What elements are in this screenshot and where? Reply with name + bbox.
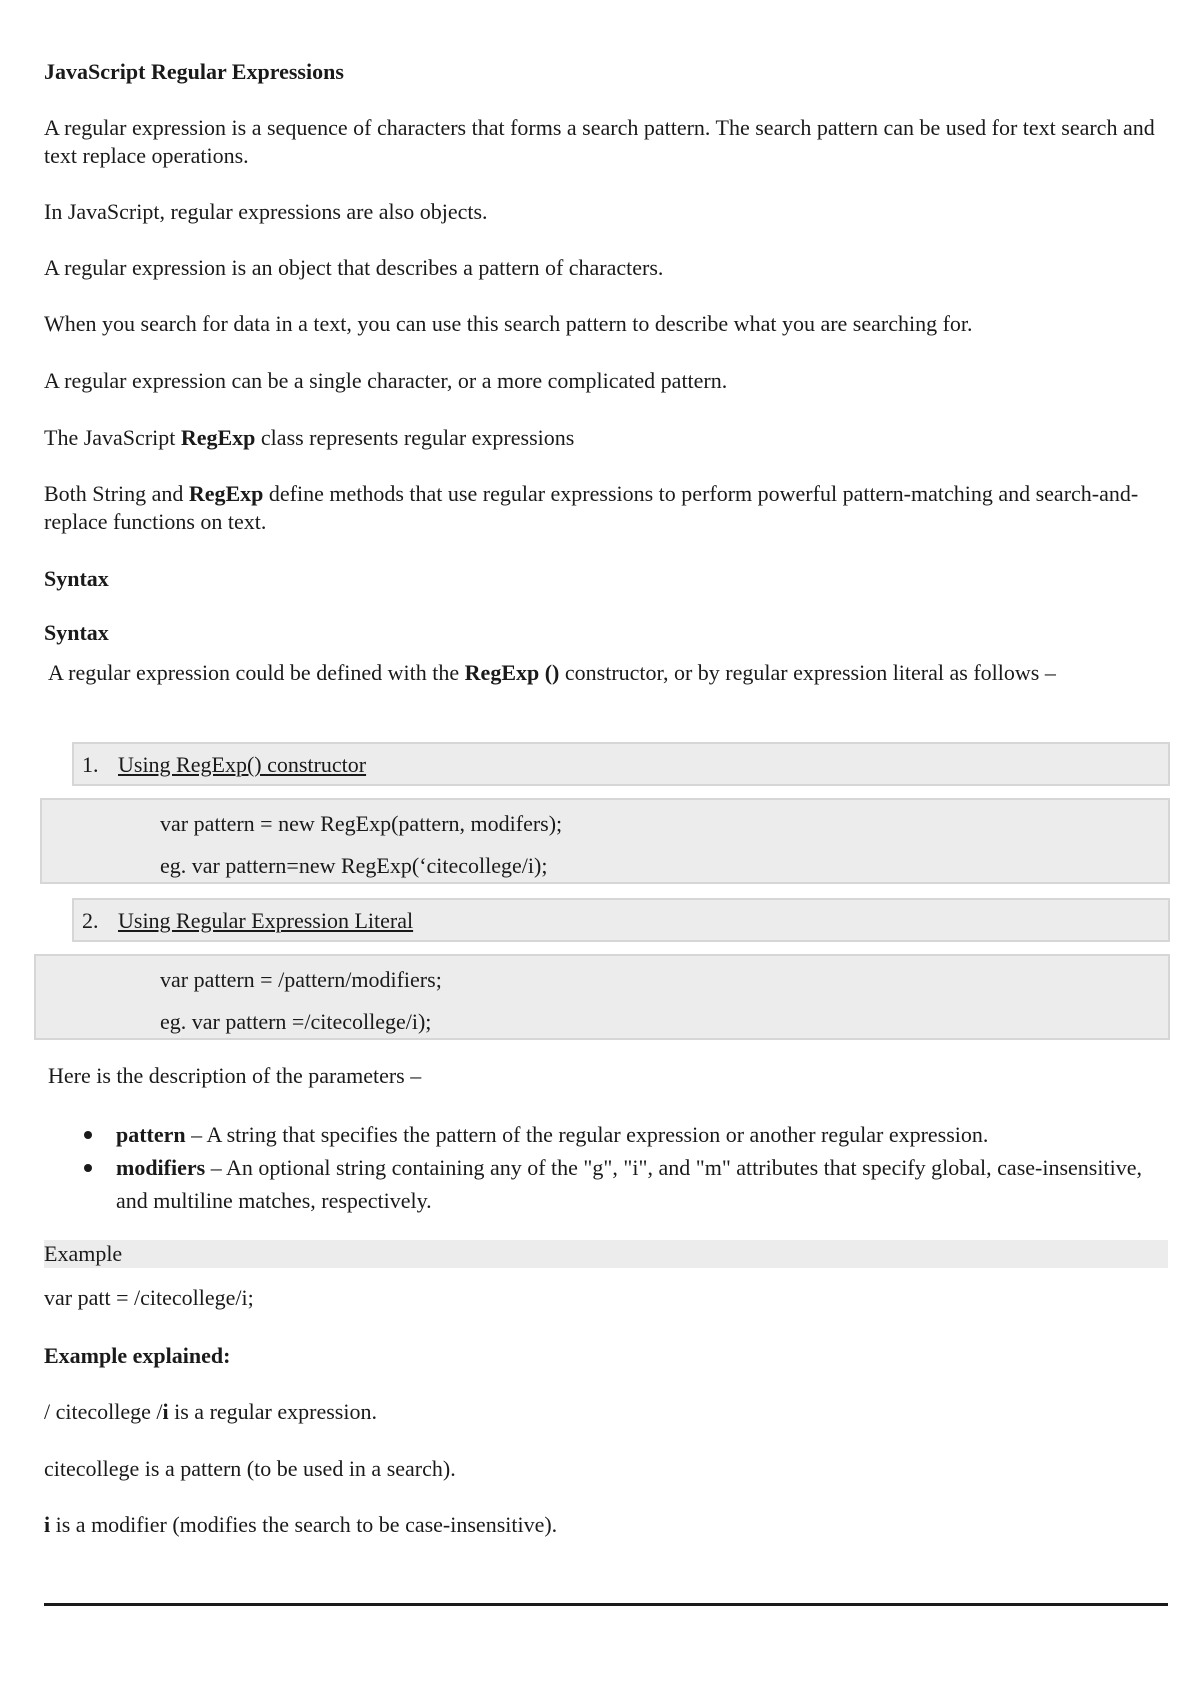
explanation-1-text: / citecollege /: [44, 1399, 163, 1424]
intro-p7-text-end: define methods that use regular expressions to perform powerful pattern-matching and search-and-replace functions on text.: [44, 481, 1139, 534]
bullet-icon: [84, 1131, 92, 1139]
params-intro: Here is the description of the parameters –: [48, 1063, 422, 1088]
intro-paragraph-3: A regular expression is an object that describes a pattern of characters.: [44, 255, 664, 280]
method-2-number: 2.: [82, 908, 99, 933]
intro-paragraph-7: [44, 480, 1174, 536]
method-2-label: Using Regular Expression Literal: [118, 908, 414, 933]
param-name: pattern: [116, 1122, 186, 1147]
method-2-header: [72, 898, 1170, 942]
regexp-term: RegExp: [188, 481, 264, 506]
syntax-desc-text: A regular expression could be defined with the: [48, 660, 465, 685]
params-list: [72, 1118, 1172, 1217]
param-name: modifiers: [116, 1155, 206, 1180]
method-1-header: [72, 742, 1170, 786]
modifier-term: i: [162, 1399, 169, 1424]
explanation-line-3: [44, 1511, 557, 1539]
method-1-code-block: [40, 798, 1170, 884]
syntax-heading: Syntax: [44, 566, 109, 591]
syntax-heading-repeat: Syntax: [44, 620, 109, 645]
param-desc: – An optional string containing any of the "g", "i", and "m" attributes that specify global, case-insensitive, and multiline matches, respectively.: [116, 1155, 1142, 1213]
intro-paragraph-6: [44, 424, 574, 452]
example-label-bar: [44, 1240, 1168, 1268]
example-explained-heading: Example explained:: [44, 1343, 231, 1368]
bullet-icon: [84, 1164, 92, 1172]
method-1-number: 1.: [82, 752, 99, 777]
explanation-1-text-end: is a regular expression.: [168, 1399, 377, 1424]
param-desc: – A string that specifies the pattern of the regular expression or another regular expression.: [185, 1122, 989, 1147]
intro-paragraph-5: A regular expression can be a single character, or a more complicated pattern.: [44, 368, 728, 393]
intro-paragraph-2: In JavaScript, regular expressions are also objects.: [44, 199, 488, 224]
regexp-term: RegExp: [180, 425, 256, 450]
intro-p6-text-end: class represents regular expressions: [255, 425, 575, 450]
footer-divider: [44, 1603, 1168, 1606]
regexp-constructor-term: RegExp (): [464, 660, 560, 685]
page-title: JavaScript Regular Expressions: [44, 59, 344, 84]
method-2-code-line-1: var pattern = /pattern/modifiers;: [160, 967, 442, 992]
example-label: Example: [44, 1241, 123, 1266]
example-code: var patt = /citecollege/i;: [44, 1285, 254, 1310]
method-1-code-line-1: var pattern = new RegExp(pattern, modifers);: [160, 811, 563, 836]
syntax-description: [48, 659, 1174, 687]
syntax-desc-text-end: constructor, or by regular expression literal as follows –: [559, 660, 1056, 685]
method-2-code-line-2: eg. var pattern =/citecollege/i);: [160, 1009, 432, 1034]
modifier-term: i: [44, 1512, 51, 1537]
param-item-modifiers: [72, 1151, 1172, 1217]
explanation-line-2: citecollege is a pattern (to be used in a search).: [44, 1456, 456, 1481]
method-1-label: Using RegExp() constructor: [118, 752, 367, 777]
intro-paragraph-1: A regular expression is a sequence of characters that forms a search pattern. The search pattern can be used for text search and text replace operations.: [44, 115, 1155, 168]
method-2-code-block: [34, 954, 1170, 1040]
explanation-3-text: is a modifier (modifies the search to be case-insensitive).: [50, 1512, 558, 1537]
method-1-code-line-2: eg. var pattern=new RegExp(‘citecollege/i);: [160, 853, 548, 878]
intro-paragraph-4: When you search for data in a text, you can use this search pattern to describe what you are searching for.: [44, 311, 973, 336]
param-item-pattern: [72, 1118, 1172, 1151]
intro-p6-text: The JavaScript: [44, 425, 181, 450]
explanation-line-1: [44, 1398, 377, 1426]
intro-p7-text: Both String and: [44, 481, 189, 506]
